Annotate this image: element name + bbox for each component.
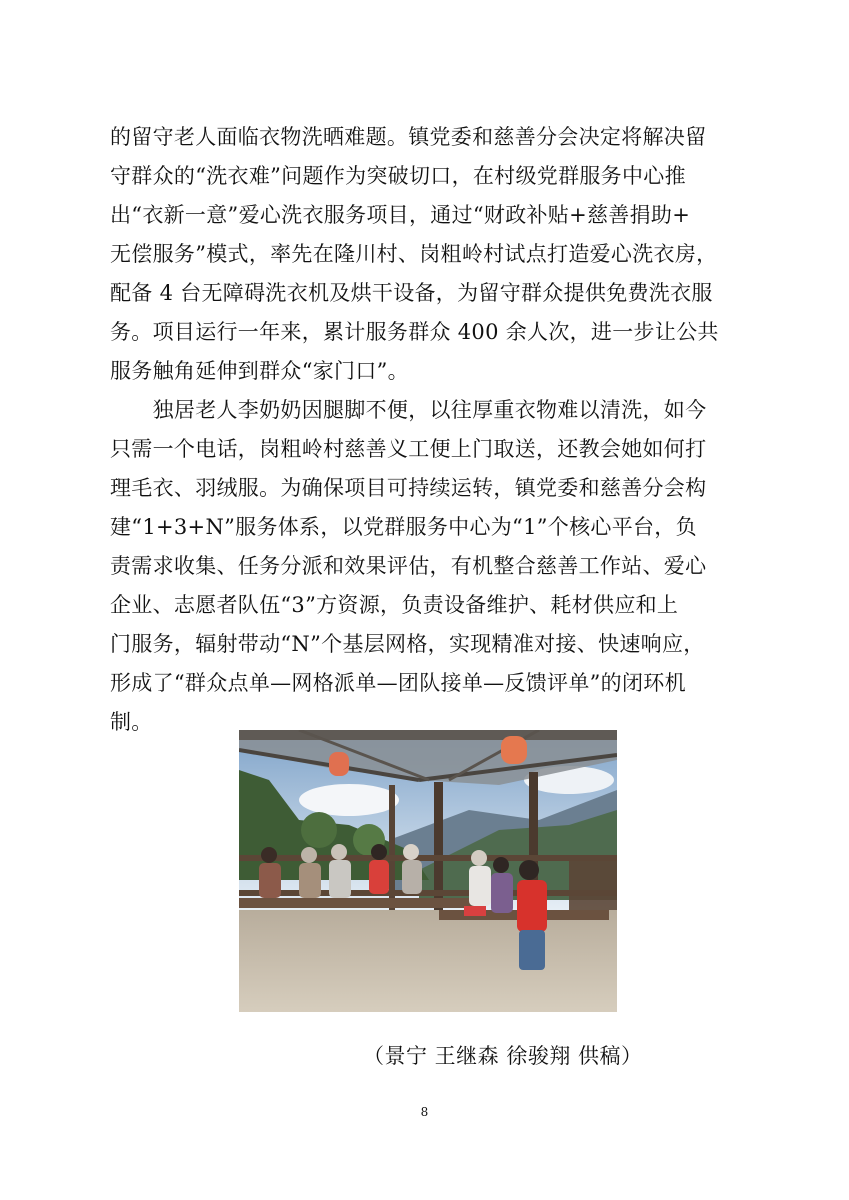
text-line: 门服务，辐射带动“N”个基层网格，实现精准对接、快速响应，: [110, 632, 705, 656]
text-line: 制。: [110, 710, 153, 734]
text-line: 服务触角延伸到群众“家门口”。: [110, 359, 409, 383]
photo-illustration: [239, 730, 617, 1012]
text-line: 建“1+3+N”服务体系，以党群服务中心为“1”个核心平台，负: [110, 515, 697, 539]
article-body: [110, 118, 740, 742]
text-line: 责需求收集、任务分派和效果评估，有机整合慈善工作站、爱心: [110, 554, 707, 578]
text-line: 独居老人李奶奶因腿脚不便，以往厚重衣物难以清洗，如今: [110, 398, 707, 422]
text-line: 配备 4 台无障碍洗衣机及烘干设备，为留守群众提供免费洗衣服: [110, 281, 713, 305]
text-line: 理毛衣、羽绒服。为确保项目可持续运转，镇党委和慈善分会构: [110, 476, 707, 500]
text-line: 无偿服务”模式，率先在隆川村、岗粗岭村试点打造爱心洗衣房，: [110, 242, 718, 266]
text-line: 出“衣新一意”爱心洗衣服务项目，通过“财政补贴+慈善捐助+: [110, 203, 691, 227]
text-line: 守群众的“洗衣难”问题作为突破切口，在村级党群服务中心推: [110, 164, 686, 188]
text-line: 企业、志愿者队伍“3”方资源，负责设备维护、耗材供应和上: [110, 593, 679, 617]
text-line: 务。项目运行一年来，累计服务群众 400 余人次，进一步让公共: [110, 320, 719, 344]
text-line: 只需一个电话，岗粗岭村慈善义工便上门取送，还教会她如何打: [110, 437, 707, 461]
article-credit: （景宁 王继森 徐骏翔 供稿）: [363, 1044, 643, 1068]
pavilion-photo: [239, 730, 617, 1012]
text-line: 形成了“群众点单—网格派单—团队接单—反馈评单”的闭环机: [110, 671, 686, 695]
page-number: 8: [420, 1105, 429, 1119]
text-line: 的留守老人面临衣物洗晒难题。镇党委和慈善分会决定将解决留: [110, 125, 707, 149]
